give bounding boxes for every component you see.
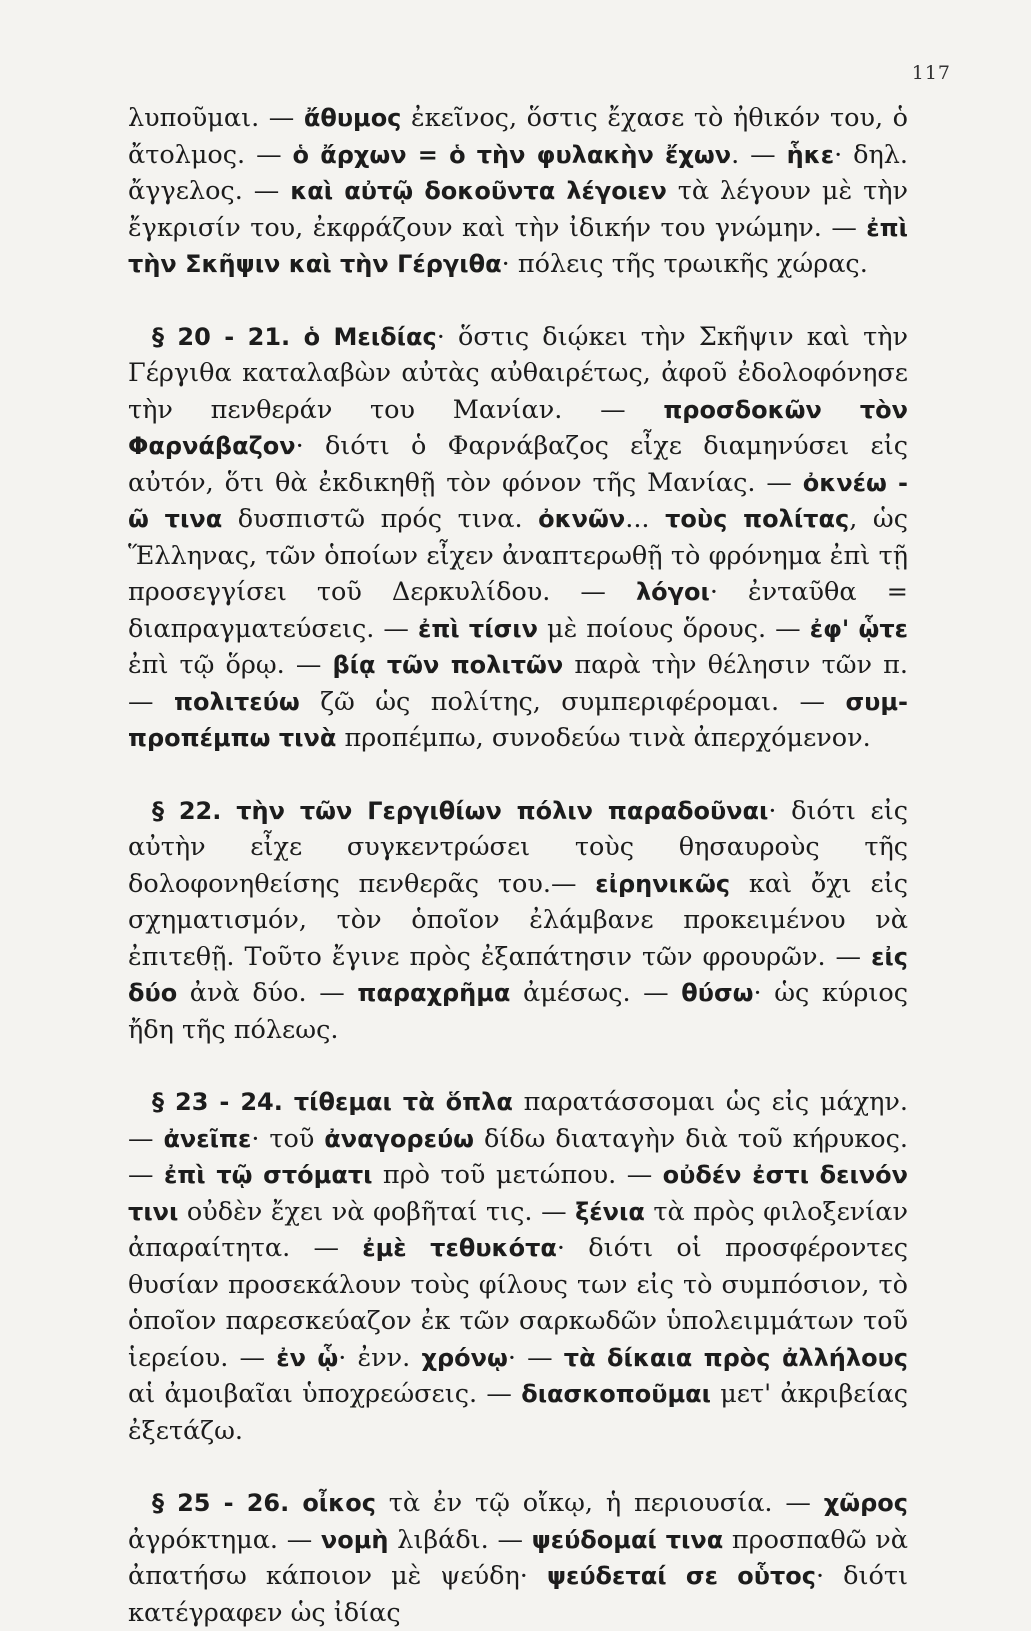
gloss-text: λιβάδι. — [388, 1524, 532, 1555]
gloss-text: καὶ ὄχι εἰς σχηματισμόν, τὸν ὁποῖον ἐλάμβανε προκειμένου νὰ ἐπιτεθῇ. Τοῦτο ἔγινε πρὸς ἐξαπάτησιν τῶν φρουρῶν. — [128, 868, 908, 972]
lemma-term: ὁ ἄρχων = ὁ τὴν φυλακὴν ἔχων [292, 140, 732, 169]
lemma-term: ἐπὶ τῷ στόματι [163, 1161, 373, 1189]
lemma-term: διασκοποῦμαι [521, 1380, 711, 1408]
paragraph [128, 1084, 908, 1449]
lemma-term: § 20 - 21. ὁ Μειδίας [152, 322, 437, 351]
lemma-term: ἐφ' ᾧτε [809, 614, 908, 643]
gloss-text: δυσπιστῶ πρός τινα. [222, 504, 539, 534]
gloss-text: · διότι εἰς αὐτὴν εἶχε συγκεντρώσει τοὺς θησαυροὺς τῆς δολοφονηθείσης πενθερᾶς του.— [128, 795, 908, 899]
lemma-term: ἀναγορεύω [324, 1124, 475, 1153]
gloss-text: ἐκεῖνος, ὅστις ἔχασε τὸ ἠθικόν του, ὁ ἄτολμος. — [128, 103, 908, 170]
page-number: 117 [911, 62, 951, 84]
gloss-text: · πόλεις τῆς τρωικῆς χώρας. [501, 249, 868, 279]
lemma-term: ἐμὲ τεθυκότα [362, 1234, 557, 1262]
gloss-text: πρὸ τοῦ μετώπου. — [372, 1160, 663, 1190]
lemma-term: ξένια [575, 1197, 645, 1226]
lemma-term: ὀκνῶν [538, 505, 626, 533]
lemma-term: § 25 - 26. οἶκος [152, 1489, 376, 1517]
lemma-term: ψεύδεταί σε οὗτος [546, 1562, 816, 1590]
gloss-text: προπέμπω, συνοδεύω τινὰ ἀπερχόμενον. [336, 723, 871, 753]
lemma-term: βίᾳ τῶν πολιτῶν [332, 651, 564, 679]
lemma-term: ἄθυμος [303, 104, 402, 132]
lemma-term: εἰρηνικῶς [595, 869, 731, 898]
lemma-term: χρόνῳ [421, 1343, 508, 1372]
lemma-term: ὀκνέω - ῶ τινα [128, 468, 909, 533]
lemma-term: § 23 - 24. τίθεμαι τὰ ὅπλα [152, 1088, 513, 1116]
gloss-text: ἀνὰ δύο. — [177, 978, 358, 1008]
lemma-term: τὰ δίκαια πρὸς ἀλλήλους [563, 1343, 909, 1372]
gloss-text: · τοῦ [251, 1123, 325, 1154]
lemma-term: ἐπὶ τίσιν [417, 614, 538, 643]
gloss-text: οὐδὲν ἔχει νὰ φοβῆταί τις. — [178, 1196, 576, 1227]
lemma-term: παραχρῆμα [357, 979, 511, 1007]
lemma-term: ψεύδομαί τινα [531, 1525, 724, 1554]
gloss-text: · ἐνταῦθα = διαπραγματεύσεις. — [128, 577, 908, 644]
lemma-term: ἐν ᾧ [276, 1343, 339, 1372]
gloss-text: ... [625, 504, 666, 534]
lemma-term: θύσω [681, 979, 754, 1007]
paragraph [128, 319, 908, 757]
gloss-text: · — [507, 1342, 564, 1373]
gloss-text: · διότι κατέγραφεν ὡς ἰδίας [128, 1561, 908, 1628]
gloss-text: , ὡς Ἕλληνας, τῶν ὁποίων εἶχεν ἀναπτερωθῇ τὸ φρόνημα ἐπὶ τῇ προσεγγίσει τοῦ Δερκυλίδου. — [128, 504, 908, 607]
gloss-text: δίδω διαταγὴν διὰ τοῦ κήρυκος.— [128, 1123, 909, 1190]
lemma-term: λόγοι [635, 578, 710, 606]
lemma-term: ἧκε [786, 140, 835, 169]
lemma-term: εἰς δύο [128, 942, 908, 1007]
gloss-text: · δηλ. ἄγγελος. — [128, 139, 909, 206]
gloss-text: τὰ λέγουν μὲ τὴν ἔγκρισίν του, ἐκφράζουν καὶ τὴν ἰδικήν του γνώμην. — [128, 176, 908, 243]
lemma-term: § 22. τὴν τῶν Γεργιθίων πόλιν παραδοῦναι [152, 796, 769, 825]
gloss-text: μετ' ἀκριβείας ἐξετάζω. [128, 1379, 908, 1446]
gloss-text: · διότι ὁ Φαρνάβαζος εἶχε διαμηνύσει εἰς αὐτόν, ὅτι θὰ ἐκδικηθῇ τὸν φόνον τῆς Μανίας. — [128, 431, 908, 498]
lemma-term: ἐπὶ τὴν Σκῆψιν καὶ τὴν Γέργιθα [128, 213, 908, 278]
lemma-term: οὐδέν ἐστι δεινόν τινι [128, 1161, 908, 1226]
gloss-text: ἀμέσως. — [510, 978, 682, 1008]
gloss-text: · ἐνν. [338, 1342, 422, 1373]
paragraph [128, 100, 908, 283]
lemma-term: συμπροπέμπω τινὰ [128, 687, 908, 752]
gloss-text: μὲ ποίους ὅρους. — [537, 613, 810, 644]
gloss-text: · ὡς κύριος ἤδη τῆς πόλεως. [128, 978, 908, 1045]
lemma-term: νομὴ [320, 1525, 389, 1554]
gloss-text: ἐπὶ τῷ ὅρῳ. — [128, 650, 333, 680]
gloss-text: τὰ ἐν τῷ οἴκῳ, ἡ περιουσία. — [375, 1488, 824, 1518]
gloss-text: παρὰ τὴν θέλησιν τῶν π. — [128, 650, 908, 717]
commentary-text [128, 100, 908, 1631]
gloss-text: · διότι οἱ προσφέροντες θυσίαν προσεκάλουν τοὺς φίλους των εἰς τὸ συμπόσιον, τὸ ὁποῖον παρεσκεύαζον ἐκ τῶν σαρκωδῶν ὑπολειμμάτων τοῦ ἱερείου. — [128, 1233, 908, 1373]
gloss-text: αἱ ἀμοιβαῖαι ὑποχρεώσεις. — [128, 1379, 522, 1409]
gloss-text: τὰ πρὸς φιλοξενίαν ἀπαραίτητα. — [128, 1196, 908, 1263]
gloss-text: ἀγρόκτημα. — [128, 1524, 321, 1555]
lemma-term: χῶρος [823, 1489, 908, 1517]
lemma-term: τοὺς πολίτας [665, 505, 850, 533]
paragraph [128, 1485, 908, 1631]
gloss-text: . — [731, 139, 787, 170]
gloss-text: προσπαθῶ νὰ ἀπατήσω κάποιον μὲ ψεύδη· [128, 1524, 908, 1591]
lemma-term: ἀνεῖπε [163, 1124, 252, 1153]
gloss-text: λυποῦμαι. — [128, 103, 304, 133]
gloss-text: ζῶ ὡς πολίτης, συμπεριφέρομαι. — [299, 686, 846, 717]
lemma-term: πολιτεύω [173, 687, 300, 716]
paragraph [128, 793, 908, 1049]
lemma-term: προσδοκῶν τὸν Φαρνάβαζον [128, 395, 909, 460]
gloss-text: · ὅστις διῴκει τὴν Σκῆψιν καὶ τὴν Γέργιθα καταλαβὼν αὐτὰς αὐθαιρέτως, ἀφοῦ ἐδολοφόνησε τὴν πενθεράν του Μανίαν. — [128, 321, 908, 425]
gloss-text: παρατάσσομαι ὡς εἰς μάχην. — [128, 1087, 909, 1154]
lemma-term: καὶ αὐτῷ δοκοῦντα λέγοιεν [290, 177, 667, 205]
